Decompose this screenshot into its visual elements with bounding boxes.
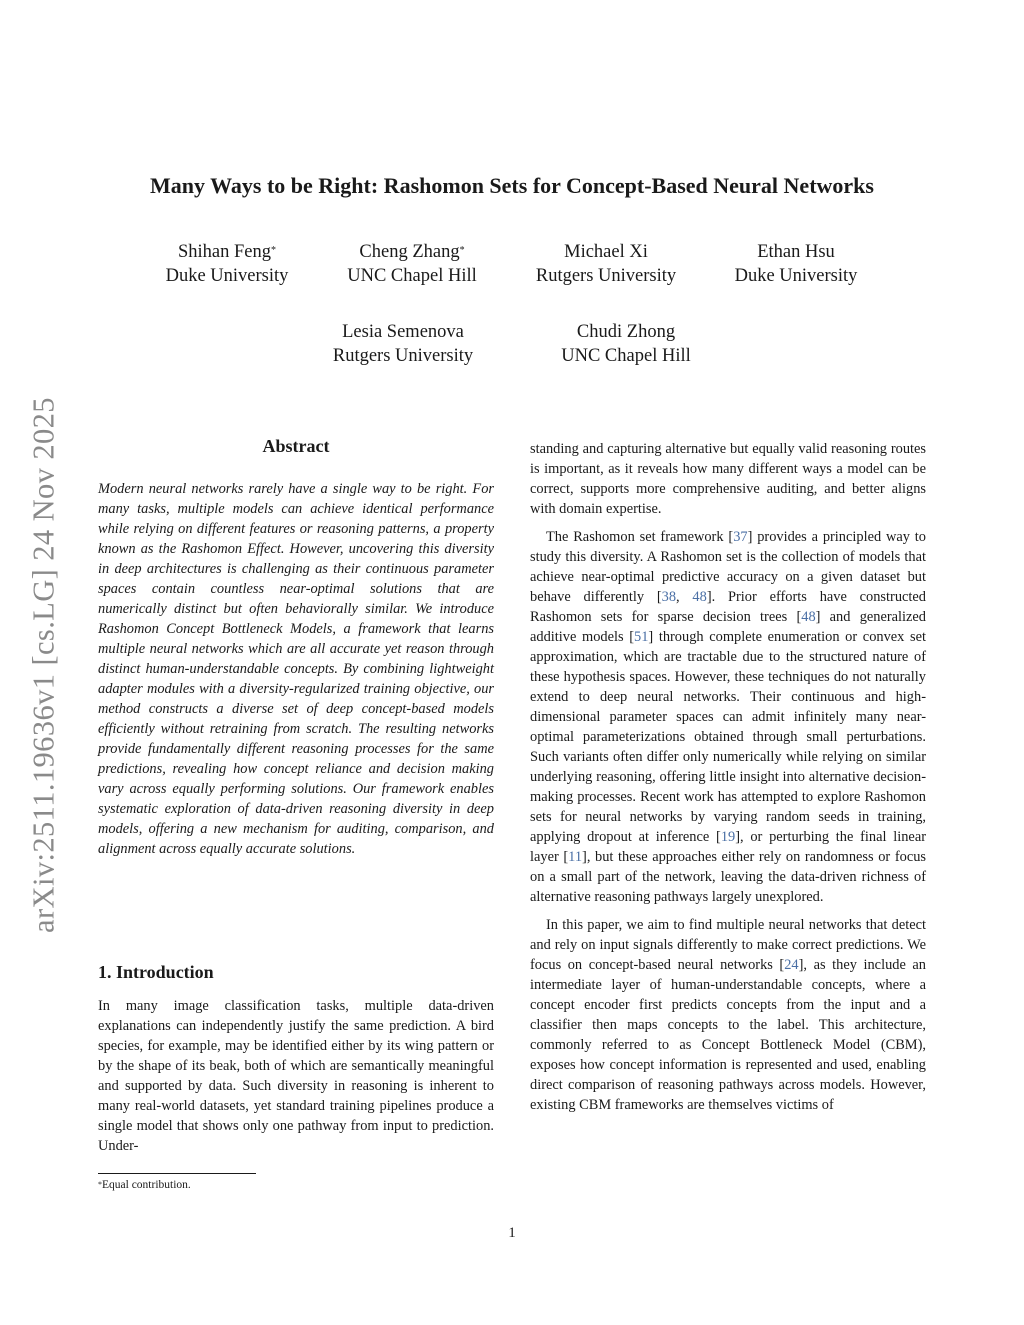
citation-link[interactable]: 48 <box>692 589 707 605</box>
author-affiliation: Duke University <box>165 266 289 286</box>
citation-link[interactable]: 48 <box>801 609 816 625</box>
arxiv-identifier: arXiv:2511.19636v1 [cs.LG] 24 Nov 2025 <box>26 397 61 933</box>
author-block <box>686 240 906 288</box>
author-block <box>293 320 513 368</box>
footnote-mark: * <box>98 1180 102 1189</box>
author-block <box>516 320 736 368</box>
arxiv-sidebar <box>14 370 74 960</box>
author-affiliation: UNC Chapel Hill <box>347 266 477 286</box>
citation-link[interactable]: 37 <box>733 529 748 545</box>
author-name: Ethan Hsu <box>757 242 835 262</box>
footnote-divider <box>98 1173 256 1174</box>
author-block <box>496 240 716 288</box>
section-heading-introduction: 1. Introduction <box>98 962 214 982</box>
author-block <box>302 240 522 288</box>
right-column <box>530 439 926 1123</box>
author-name: Chudi Zhong <box>576 322 676 342</box>
author-affiliation: UNC Chapel Hill <box>561 346 691 366</box>
author-name: Michael Xi <box>564 242 648 262</box>
citation-link[interactable]: 38 <box>661 589 677 605</box>
footnote-text: Equal contribution. <box>102 1179 191 1191</box>
citation-link[interactable]: 51 <box>634 629 649 645</box>
abstract-text: Modern neural networks rarely have a single way to be right. For many tasks, multiple models can achieve identical performance while relying on different features or reasoning patterns, a property known as the Rashomon Effect. However, uncovering this diversity in deep architectures is challenging as their continuous parameter spaces contain countless near-optimal solutions that are numerically distinct but often behaviorally similar. We introduce Rashomon Concept Bottleneck Models, a framework that learns multiple neural networks which are all accurate yet reason through distinct human-understandable concepts. By combining lightweight adapter modules with a diversity-regularized training objective, our method constructs a diverse set of deep concept-based models efficiently without retraining from scratch. The resulting networks provide fundamentally different reasoning processes for the same predictions, revealing how concept reliance and decision making vary across equally performing solutions. Our framework enables systematic exploration of data-driven reasoning diversity in deep models, offering a new mechanism for auditing, comparison, and alignment across equally accurate solutions. <box>98 481 494 857</box>
body-paragraph: The Rashomon set framework [37] provides a principled way to study this diversity. A Rashomon set is the collection of models that achieve near-optimal predictive accuracy on a given dataset but behave differently [38, 48]. Prior efforts have constructed Rashomon sets for sparse decision trees [48] and generalized additive models [51] through complete enumeration or convex set approximation, which are tractable due to the structured nature of these hypothesis spaces. However, these techniques do not naturally extend to deep neural networks. Their continuous and high-dimensional parameter spaces can admit infinitely many near-optimal parameterizations obtained through small perturbations. Such variants often differ only numerically while relying on similar underlying reasoning, offering little insight into alternative decision-making processes. Recent work has attempted to explore Rashomon sets for neural networks by varying random seeds in training, applying dropout at inference [19], or perturbing the final linear layer [11], but these approaches either rely on randomness or focus on a small part of the network, leaving the data-driven richness of alternative reasoning pathways largely unexplored. <box>530 529 927 905</box>
introduction-paragraph: In many image classification tasks, multiple data-driven explanations can independently justify the same prediction. A bird species, for example, may be identified either by its wing pattern or by the shape of its beak, both of which are semantically meaningful and supported by data. Such diversity in reasoning is inherent to many real-world datasets, yet standard training pipelines produce a single model that shows only one pathway from input to prediction. Under- <box>98 998 494 1154</box>
citation-link[interactable]: 19 <box>720 829 736 845</box>
author-affiliation: Rutgers University <box>332 346 474 366</box>
body-paragraph: In this paper, we aim to find multiple neural networks that detect and rely on input signals differently to make correct predictions. We focus on concept-based neural networks [24], as they include an intermediate layer of human-understandable concepts, where a concept encoder first predicts concepts from the input and a classifier then maps concepts to the label. This architecture, commonly referred to as Concept Bottleneck Model (CBM), exposes how concept information is represented and used, enabling direct comparison of reasoning pathways across models. However, existing CBM frameworks are themselves victims of <box>530 917 927 1113</box>
paper-title: Many Ways to be Right: Rashomon Sets for Concept-Based Neural Networks <box>150 173 874 198</box>
citation-link[interactable]: 11 <box>568 849 583 865</box>
abstract-heading: Abstract <box>262 436 330 456</box>
author-affiliation: Duke University <box>734 266 858 286</box>
author-name: Lesia Semenova <box>342 322 464 342</box>
footnote <box>98 1178 494 1192</box>
citation-link[interactable]: 24 <box>784 957 799 973</box>
author-name: Cheng Zhang* <box>359 242 465 262</box>
author-name: Shihan Feng* <box>177 242 276 262</box>
page-number: 1 <box>508 1225 516 1241</box>
author-affiliation: Rutgers University <box>535 266 677 286</box>
body-paragraph: standing and capturing alternative but equally valid reasoning routes is important, as it reveals how many different ways a model can be correct, supports more comprehensive auditing, and better aligns with domain expertise. <box>530 441 926 517</box>
